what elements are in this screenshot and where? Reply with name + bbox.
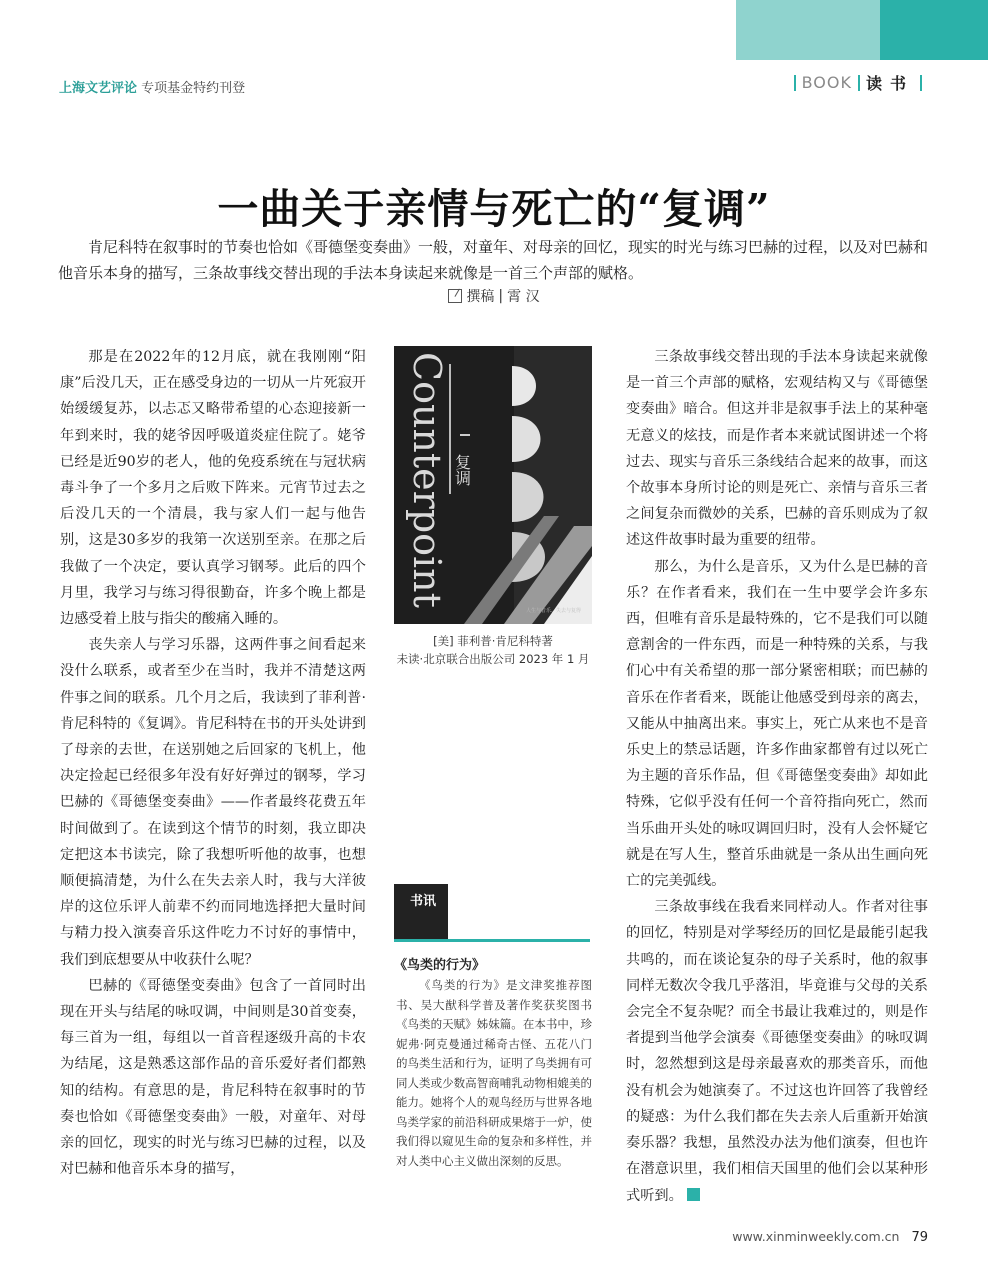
section-label xyxy=(788,71,928,94)
top-accent-tab-dark xyxy=(880,0,988,60)
news-label: 书讯 xyxy=(394,884,448,942)
footer-url[interactable]: www.xinminweekly.com.cn xyxy=(732,1229,900,1244)
article-title: 一曲关于亲情与死亡的“复调” xyxy=(217,185,771,233)
page-footer xyxy=(732,1229,928,1245)
header-sponsor xyxy=(59,77,245,96)
byline-label: 撰稿 xyxy=(466,289,495,305)
sponsor-brand: 上海文艺评论 xyxy=(59,81,138,96)
news-box xyxy=(394,884,590,942)
byline-author: 霄 汉 xyxy=(507,289,540,305)
section-label-en: BOOK xyxy=(801,73,852,92)
byline-separator: | xyxy=(498,288,504,304)
article-paragraph xyxy=(626,894,928,1208)
cover-title-en: Counterpoint xyxy=(405,352,449,608)
book-cover xyxy=(394,346,592,624)
cover-title-cn: 复调 xyxy=(452,454,472,486)
news-divider xyxy=(394,939,590,942)
section-bar-right xyxy=(920,75,922,91)
section-bar-left xyxy=(794,75,796,91)
article-column-right xyxy=(626,344,928,1209)
cover-caption xyxy=(394,632,592,668)
news-title: 《鸟类的行为》 xyxy=(394,958,486,973)
caption-author: [美] 菲利普·肯尼科特著 xyxy=(433,634,553,648)
article-paragraph: 那是在2022年的12月底，就在我刚刚“阳康”后没几天，正在感受身边的一切从一片死寂开始缓缓复苏，以忐忑又略带希望的心态迎接新一年到来时，我的姥爷因呼吸道炎症住院了。姥爷已经是近90岁的老人，他的免疫系统在与冠状病毒斗争了一个多月之后败下阵来。元宵节过去之后没几天的一个清晨，我与家人们一起与他告别，这是30多岁的我第一次送别至亲。在那之后我做了一个决定，要认真学习钢琴。此后的四个月里，我学习与练习得很勤奋，许多个晚上都是边感受着上肢与指尖的酸痛入睡的。 xyxy=(60,349,366,628)
byline xyxy=(0,286,988,306)
pen-icon xyxy=(448,289,462,303)
section-bar-mid xyxy=(858,75,860,91)
article-paragraph: 巴赫的《哥德堡变奏曲》包含了一首同时出现在开头与结尾的咏叹调，中间则是30首变奏，每三首为一组，每组以一首音程逐级升高的卡农为结尾，这是熟悉这部作品的音乐爱好者们都熟知的结构。有意思的是，肯尼科特在叙事时的节奏也恰如《哥德堡变奏曲》一般，对童年、对母亲的回忆，现实的时光与练习巴赫的过程，以及对巴赫和他音乐本身的描写， xyxy=(60,977,366,1178)
caption-publisher: 未读·北京联合出版公司 2023 年 1 月 xyxy=(396,652,590,666)
section-label-cn: 读书 xyxy=(865,74,914,93)
news-body: 《鸟类的行为》是文津奖推荐图书、吴大猷科学普及著作奖获奖图书《鸟类的天赋》姊妹篇。在本书中，珍妮弗·阿克曼通过稀奇古怪、五花八门的鸟类生活和行为，证明了鸟类拥有可同人类或少数高智商哺乳动物相媲美的能力。她将个人的观鸟经历与世界各地鸟类学家的前沿科研成果熔于一炉，使我们得以窥见生命的复杂和多样性，并对人类中心主义做出深刻的反思。 xyxy=(396,978,592,1168)
sponsor-subtitle: 专项基金特约刊登 xyxy=(141,81,246,96)
article-paragraph-text: 三条故事线在我看来同样动人。作者对往事的回忆，特别是对学琴经历的回忆是最能引起我共鸣的，而在谈论复杂的母子关系时，他的叙事同样无数次令我几乎落泪，毕竟谁与父母的关系会完全不复杂呢？而全书最让我难过的，则是作者提到当他学会演奏《哥德堡变奏曲》的咏叹调时，忽然想到这是母亲最喜欢的那类音乐，而他没有机会为她演奏了。不过这也许回答了我曾经的疑惑：为什么我们都在失去亲人后重新开始演奏乐器？我想，虽然没办法为他们演奏，但也许在潜意识里，我们相信天国里的他们会以某种形式听到。 xyxy=(626,899,928,1204)
article-column-left xyxy=(60,344,366,1183)
article-paragraph: 三条故事线交替出现的手法本身读起来就像是一首三个声部的赋格，宏观结构又与《哥德堡变奏曲》暗合。但这并非是叙事手法上的某种毫无意义的炫技，而是作者本来就试图讲述一个将过去、现实与音乐三条线结合起来的故事，而这个故事本身所讨论的则是死亡、亲情与音乐三者之间复杂而微妙的关系，巴赫的音乐则成为了叙述这件故事时最为重要的纽带。 xyxy=(626,349,928,549)
article-paragraph: 丧失亲人与学习乐器，这两件事之间看起来没什么联系，或者至少在当时，我并不清楚这两件事之间的联系。几个月之后，我读到了菲利普·肯尼科特的《复调》。肯尼科特在书的开头处讲到了母亲的去世，在送别她之后回家的飞机上，他决定捡起已经很多年没有好好弹过的钢琴，学习巴赫的《哥德堡变奏曲》——作者最终花费五年时间做到了。在读到这个情节的时刻，我立即决定把这本书读完，除了我想听听他的故事，也想顺便搞清楚，为什么在失去亲人时，我与大洋彼岸的这位乐评人前辈不约而同地选择把大量时间与精力投入演奏音乐这件吃力不讨好的事情中，我们到底想要从中收获什么呢？ xyxy=(60,637,366,968)
article-paragraph: 那么，为什么是音乐，又为什么是巴赫的音乐？在作者看来，我们在一生中要学会许多东西，但唯有音乐是最特殊的，它不是我们可以随意割舍的一件东西，而是一种特殊的关系，与我们心中有关希望的那一部分紧密相联；而巴赫的音乐在作者看来，既能让他感受到母亲的离去，又能从中抽离出来。事实上，死亡从来也不是音乐史上的禁忌话题，许多作曲家都曾有过以死亡为主题的音乐作品，但《哥德堡变奏曲》却如此特殊，它似乎没有任何一个音符指向死亡，然而当乐曲开头处的咏叹调回归时，没有人会怀疑它就是在写人生，整首乐曲就是一条从出生画向死亡的完美弧线。 xyxy=(626,558,928,890)
article-lead: 肯尼科特在叙事时的节奏也恰如《哥德堡变奏曲》一般，对童年、对母亲的回忆，现实的时光与练习巴赫的过程，以及对巴赫和他音乐本身的描写，三条故事线交替出现的手法本身读起来就像是一首三个声部的赋格。 xyxy=(58,238,929,282)
page-number: 79 xyxy=(911,1230,928,1245)
cover-tagline: 人生与音乐、失去与复得 xyxy=(526,608,582,614)
end-mark-icon xyxy=(687,1188,700,1201)
